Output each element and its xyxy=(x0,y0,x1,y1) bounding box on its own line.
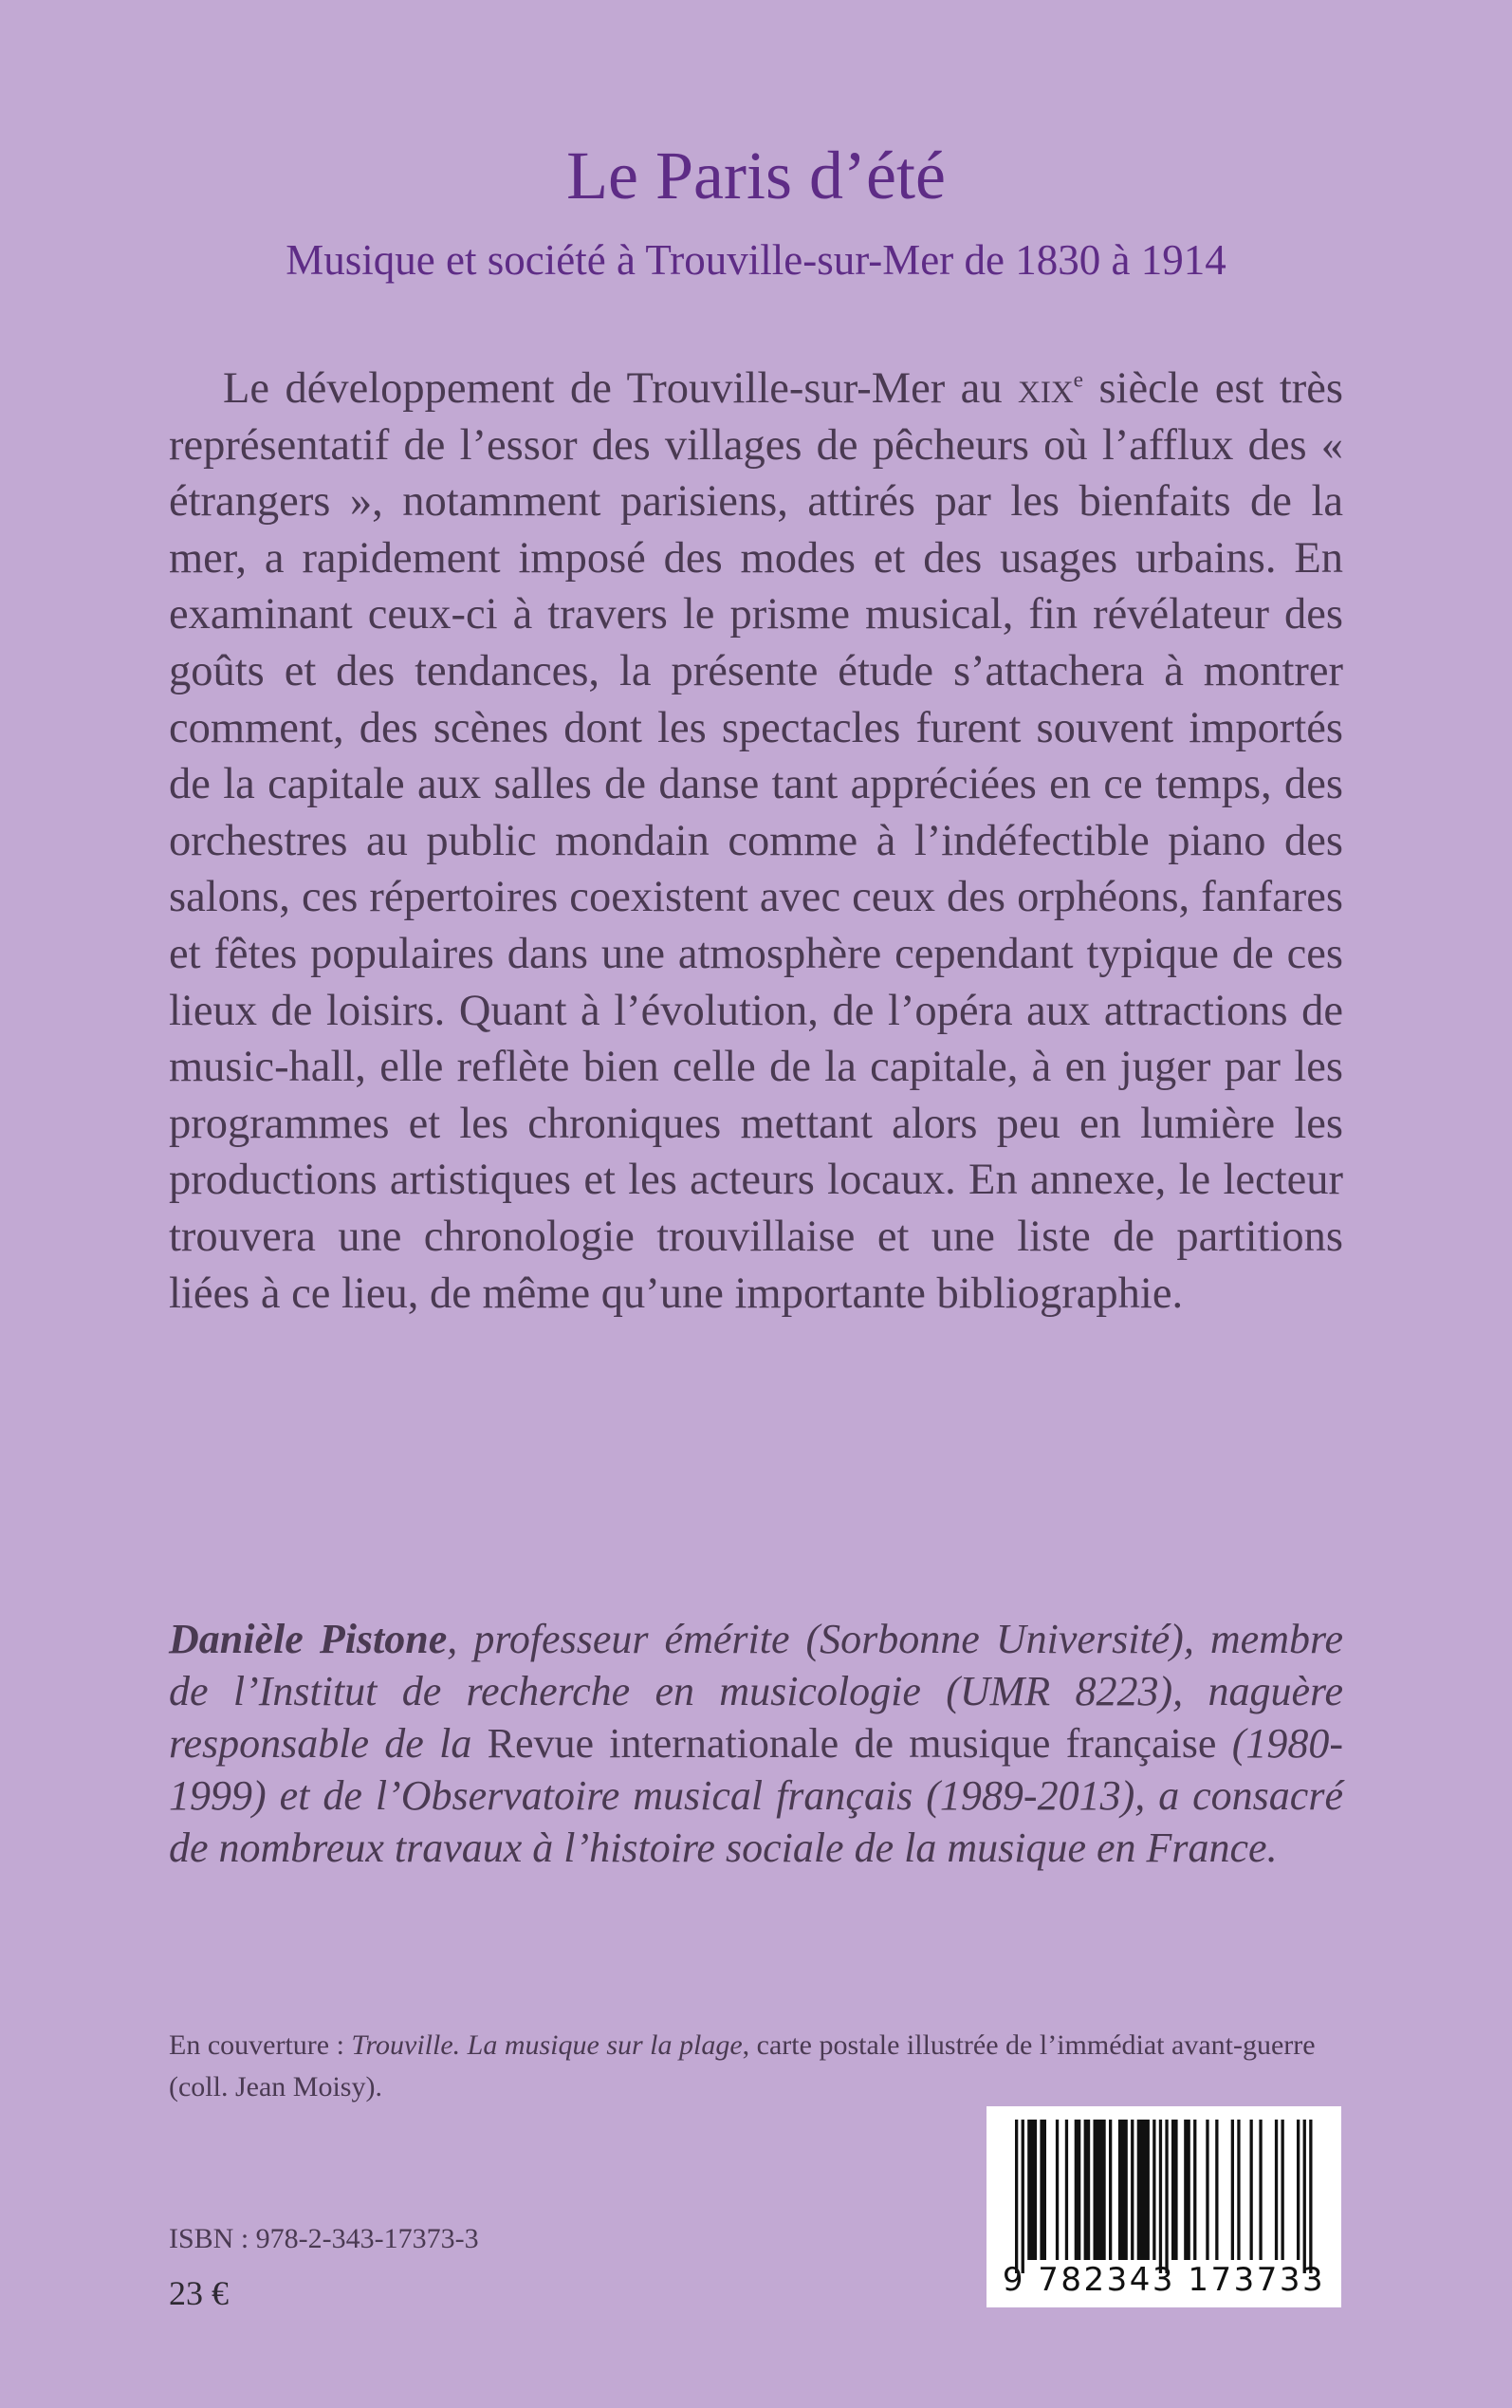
blurb-part2: siècle est très représentatif de l’essor des villages de pêcheurs où l’afflux des « étrangers », notamment parisiens, attirés par les bienfaits de la mer, a rapidement imposé des modes et des usages urbains. En examinant ceux-ci à travers le prisme musical, fin révélateur des goûts et des tendances, la présente étude s’attachera à montrer comment, des scènes dont les spectacles furent souvent importés de la capitale aux salles de danse tant appréciées en ce temps, des orchestres au public mondain comme à l’indéfectible piano des salons, ces répertoires coexistent avec ceux des orphéons, fanfares et fêtes populaires dans une atmosphère cependant typique de ces lieux de loisirs. Quant à l’évolution, de l’opéra aux attractions de music-hall, elle reflète bien celle de la capitale, à en juger par les programmes et les chroniques mettant alors peu en lumière les productions artistiques et les acteurs locaux. En annexe, le lecteur trouvera une chronologie trouvillaise et une liste de partitions liées à ce lieu, de même qu’une importante bibliographie. xyxy=(169,364,1343,1318)
cover-credit-work: Trouville. La musique sur la plage xyxy=(351,2029,743,2061)
blurb-part1: Le développement de Trouville-sur-Mer au xyxy=(223,364,1019,413)
barcode-bar xyxy=(1282,2120,1284,2260)
cover-credit xyxy=(169,2025,1347,2108)
barcode-bar xyxy=(1250,2120,1253,2260)
barcode xyxy=(986,2106,1341,2307)
barcode-bar xyxy=(1022,2120,1024,2273)
barcode-bar xyxy=(1015,2120,1018,2273)
barcode-bar xyxy=(1137,2120,1150,2260)
barcode-bar xyxy=(1275,2120,1278,2260)
journal-title: Revue internationale de musique française xyxy=(487,1720,1217,1767)
barcode-bar xyxy=(1118,2120,1128,2260)
barcode-digits: 9 782343 173733 xyxy=(1002,2261,1326,2299)
barcode-bar xyxy=(1184,2120,1190,2260)
barcode-bar xyxy=(1040,2120,1046,2260)
barcode-bar xyxy=(1309,2120,1312,2273)
barcode-bar xyxy=(1171,2120,1178,2260)
barcode-bar xyxy=(1152,2120,1155,2260)
isbn-label: ISBN : 978-2-343-17373-3 xyxy=(169,2223,479,2254)
barcode-bar xyxy=(1231,2120,1234,2260)
barcode-bar xyxy=(1215,2120,1218,2260)
author-bio-text2: (1980-1999) et de l’Observatoire musical français (1989-2013), a consacré de nombreux travaux à l’histoire sociale de la musique en France. xyxy=(169,1720,1344,1871)
barcode-bar xyxy=(1303,2120,1306,2273)
barcode-bar xyxy=(1131,2120,1134,2260)
barcode-bar xyxy=(1027,2120,1037,2260)
barcode-bar xyxy=(1165,2120,1168,2273)
cover-credit-prefix: En couverture : xyxy=(169,2029,352,2061)
barcode-bar xyxy=(1206,2120,1208,2260)
book-title: Le Paris d’été xyxy=(566,138,946,213)
century-roman: xix xyxy=(1018,364,1074,413)
author-name: Danièle Pistone xyxy=(169,1616,448,1662)
barcode-bar xyxy=(1065,2120,1068,2260)
price-label: 23 € xyxy=(169,2274,229,2312)
century-superscript: e xyxy=(1073,367,1083,393)
barcode-bar xyxy=(1237,2120,1240,2260)
barcode-bar xyxy=(1075,2120,1081,2260)
author-bio-text1: , professeur émérite (Sorbonne Université), membre de l’Institut de recherche en musicologie (UMR 8223), naguère responsable de la xyxy=(169,1616,1343,1767)
blurb-paragraph xyxy=(169,361,1343,1322)
barcode-bar xyxy=(1259,2120,1262,2260)
barcode-bar xyxy=(1159,2120,1162,2273)
barcode-bar xyxy=(1084,2120,1091,2260)
barcode-bar xyxy=(1193,2120,1196,2260)
barcode-bar xyxy=(1056,2120,1059,2260)
book-subtitle: Musique et société à Trouville-sur-Mer de 1830 à 1914 xyxy=(286,236,1226,284)
barcode-bar xyxy=(1297,2120,1300,2260)
barcode-bar xyxy=(1094,2120,1106,2260)
author-bio xyxy=(169,1613,1343,1874)
barcode-bar xyxy=(1109,2120,1112,2260)
cover-credit-suffix: , carte postale illustrée de l’immédiat avant-guerre (coll. Jean Moisy). xyxy=(169,2029,1316,2102)
